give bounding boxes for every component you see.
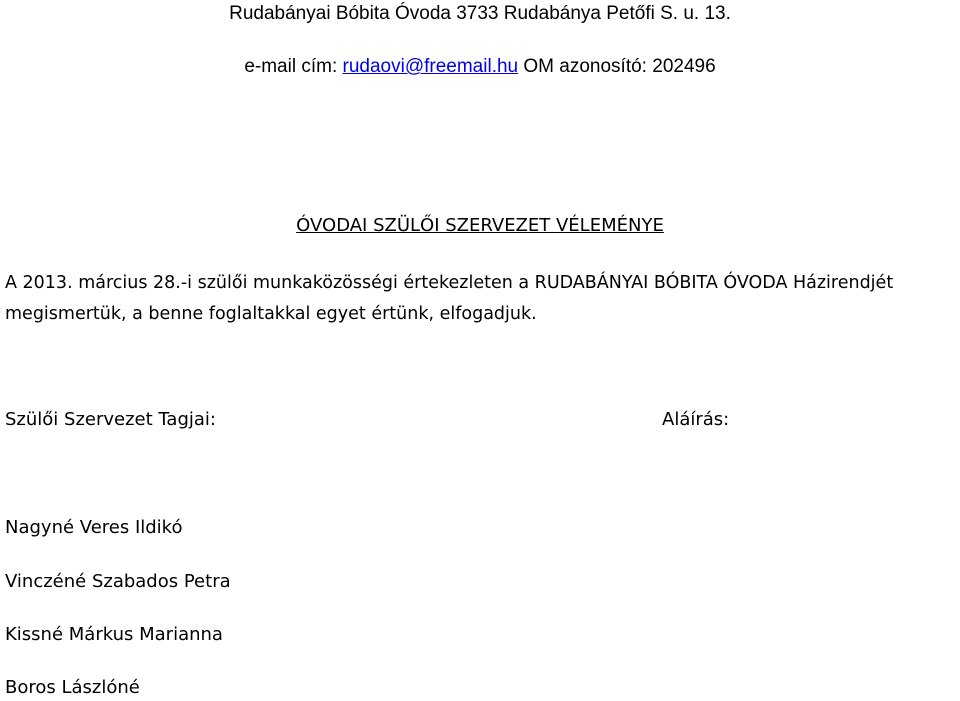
institution-address — [0, 3, 960, 25]
document-title: ÓVODAI SZÜLŐI SZERVEZET VÉLEMÉNYE — [296, 215, 664, 236]
members-heading: Szülői Szervezet Tagjai: — [5, 409, 216, 430]
member-name: Boros Lászlóné — [5, 677, 140, 698]
statement-paragraph — [5, 268, 959, 330]
om-label: OM azonosító: — [523, 56, 647, 77]
email-link-tld: hu — [496, 56, 519, 77]
email-link[interactable] — [343, 56, 519, 77]
email-link-main: rudaovi@freemail. — [342, 56, 497, 77]
member-name: Vinczéné Szabados Petra — [5, 571, 231, 592]
signature-heading: Aláírás: — [662, 409, 730, 430]
om-id: 202496 — [652, 56, 716, 77]
statement-line-1: A 2013. március 28.-i szülői munkaközösségi értekezleten a RUDABÁNYAI BÓBITA ÓVODA Házirendjét — [5, 273, 894, 293]
member-name: Kissné Márkus Marianna — [5, 624, 223, 645]
institution-name: Rudabányai Bóbita Óvoda 3733 Rudabánya Petőfi S. u. 13. — [229, 3, 731, 24]
statement-line-2: megismertük, a benne foglaltakkal egyet értünk, elfogadjuk. — [5, 304, 537, 324]
member-name: Nagyné Veres Ildikó — [5, 517, 183, 538]
email-label: e-mail cím: — [244, 56, 338, 77]
contact-line — [0, 56, 960, 78]
